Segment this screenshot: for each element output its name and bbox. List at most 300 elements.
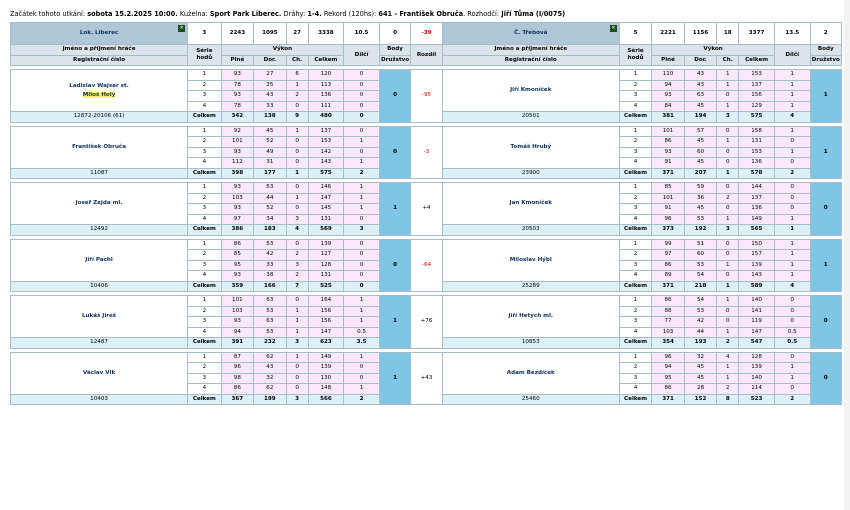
plne-cell: 93 (652, 91, 684, 102)
home-player-name-1: František Obruča (72, 143, 127, 150)
dor-cell: 45 (684, 137, 716, 148)
dor-cell: 53 (684, 214, 716, 225)
sum-celkem: 547 (739, 338, 775, 349)
plne-cell: 86 (652, 137, 684, 148)
ch-cell: 0 (286, 373, 308, 384)
home-player-name[interactable] (11, 183, 188, 225)
serie-number: 2 (619, 80, 651, 91)
col-dor-header: Dor. (684, 55, 716, 66)
sum-celkem: 566 (308, 394, 344, 405)
sum-ch: 1 (717, 168, 739, 179)
dilci-cell: 0.5 (774, 327, 810, 338)
home-reg-number: 12492 (11, 225, 188, 236)
ch-cell: 1 (286, 352, 308, 363)
celkem-cell: 136 (308, 91, 344, 102)
dilci-cell: 1 (344, 384, 380, 395)
plne-cell: 93 (221, 147, 253, 158)
dor-cell: 44 (684, 327, 716, 338)
col-dilci-header: Dílčí (344, 45, 380, 66)
sum-dor: 193 (684, 338, 716, 349)
dor-cell: 32 (684, 352, 716, 363)
col-ch-header: Ch. (717, 55, 739, 66)
ch-cell: 1 (717, 70, 739, 81)
table-row (11, 126, 842, 137)
dor-cell: 44 (254, 193, 286, 204)
celkem-label: Celkem (188, 112, 222, 123)
plne-cell: 98 (221, 373, 253, 384)
dilci-cell: 1 (774, 91, 810, 102)
plne-cell: 93 (221, 183, 253, 194)
dilci-cell: 0 (344, 101, 380, 112)
table-row (11, 70, 842, 81)
ch-cell: 1 (286, 193, 308, 204)
away-player-name[interactable] (442, 70, 619, 112)
dilci-cell: 1 (774, 373, 810, 384)
dilci-cell: 0 (344, 363, 380, 374)
dilci-cell: 0.5 (344, 327, 380, 338)
ch-cell: 1 (717, 373, 739, 384)
dilci-cell: 1 (344, 296, 380, 307)
away-player-name[interactable] (442, 296, 619, 338)
celkem-cell: 140 (739, 296, 775, 307)
dor-cell: 52 (254, 137, 286, 148)
plne-cell: 93 (221, 204, 253, 215)
dor-cell: 32 (254, 373, 286, 384)
ch-cell: 0 (717, 317, 739, 328)
away-reg-number: 20501 (442, 112, 619, 123)
dilci-cell: 0 (774, 306, 810, 317)
dilci-cell: 0 (344, 147, 380, 158)
dor-cell: 54 (684, 296, 716, 307)
celkem-label: Celkem (619, 225, 651, 236)
plne-cell: 101 (221, 137, 253, 148)
sum-plne: 359 (221, 281, 253, 292)
scrollbar[interactable] (844, 0, 850, 510)
celkem-cell: 145 (308, 204, 344, 215)
plne-cell: 112 (221, 158, 253, 169)
col-name-header: Jméno a příjmení hráče (442, 45, 619, 56)
celkem-cell: 150 (739, 239, 775, 250)
dilci-cell: 1 (774, 70, 810, 81)
away-match-points: 0 (810, 183, 841, 236)
serie-number: 1 (188, 352, 222, 363)
dor-cell: 49 (254, 147, 286, 158)
col-vykon-header: Výkon (221, 45, 344, 56)
ch-cell: 0 (286, 147, 308, 158)
plne-cell: 78 (221, 101, 253, 112)
serie-number: 2 (188, 137, 222, 148)
ch-cell: 1 (717, 214, 739, 225)
sum-dilci: 0 (344, 281, 380, 292)
home-reg-number: 12487 (11, 338, 188, 349)
plne-cell: 84 (652, 101, 684, 112)
away-player-name[interactable] (442, 352, 619, 394)
col-dilci-header: Dílčí (774, 45, 810, 66)
serie-number: 2 (188, 80, 222, 91)
sum-plne: 354 (652, 338, 684, 349)
away-reg-number: 25289 (442, 281, 619, 292)
ch-cell: 0 (286, 239, 308, 250)
sum-ch: 3 (717, 112, 739, 123)
plne-cell: 86 (652, 260, 684, 271)
away-player-name[interactable] (442, 239, 619, 281)
serie-number: 1 (619, 183, 651, 194)
dilci-cell: 0 (344, 70, 380, 81)
dor-cell: 43 (254, 363, 286, 374)
plne-cell: 91 (652, 158, 684, 169)
col-serie-header: Série hodů (188, 45, 222, 66)
ch-cell: 1 (286, 306, 308, 317)
celkem-cell: 143 (739, 271, 775, 282)
away-match-points: 0 (810, 296, 841, 349)
dor-cell: 42 (254, 250, 286, 261)
away-reg-number: 23900 (442, 168, 619, 179)
home-player-name-1: Václav Vlk (82, 369, 116, 376)
table-row (11, 352, 842, 363)
away-match-points: 1 (810, 126, 841, 179)
dilci-cell: 0 (774, 296, 810, 307)
away-player-name-1: Adam Bezdíček (506, 369, 555, 376)
table-row (11, 183, 842, 194)
dor-cell: 53 (254, 327, 286, 338)
away-dilci: 13.5 (774, 23, 810, 45)
sum-dilci: 4 (774, 112, 810, 123)
dilci-cell: 1 (774, 239, 810, 250)
serie-number: 3 (188, 91, 222, 102)
serie-number: 3 (188, 260, 222, 271)
serie-number: 4 (188, 101, 222, 112)
serie-number: 1 (619, 126, 651, 137)
sum-plne: 398 (221, 168, 253, 179)
serie-number: 1 (188, 183, 222, 194)
dor-cell: 53 (254, 183, 286, 194)
sum-dor: 194 (684, 112, 716, 123)
dilci-cell: 0 (344, 250, 380, 261)
sum-plne: 371 (652, 168, 684, 179)
serie-number: 2 (619, 306, 651, 317)
sum-celkem: 575 (739, 112, 775, 123)
ch-cell: 0 (286, 101, 308, 112)
celkem-cell: 139 (739, 260, 775, 271)
celkem-cell: 119 (739, 317, 775, 328)
serie-number: 4 (188, 327, 222, 338)
home-body: 0 (379, 23, 410, 45)
plne-cell: 86 (652, 384, 684, 395)
ch-cell: 1 (717, 296, 739, 307)
serie-number: 3 (619, 260, 651, 271)
celkem-cell: 147 (308, 193, 344, 204)
ch-cell: 0 (286, 384, 308, 395)
dilci-cell: 1 (774, 147, 810, 158)
sum-plne: 371 (652, 394, 684, 405)
celkem-label: Celkem (188, 394, 222, 405)
plne-cell: 89 (652, 271, 684, 282)
away-team-points: 5 (619, 23, 651, 45)
plne-cell: 86 (221, 239, 253, 250)
sum-celkem: 623 (308, 338, 344, 349)
ch-cell: 1 (717, 101, 739, 112)
sum-celkem: 575 (308, 168, 344, 179)
away-player-name[interactable] (442, 183, 619, 225)
dilci-cell: 0 (344, 373, 380, 384)
celkem-cell: 153 (308, 137, 344, 148)
col-body-header: Body (379, 45, 410, 56)
ch-cell: 6 (286, 70, 308, 81)
home-player-name-1: Ladislav Wajsar st. (69, 82, 129, 89)
dilci-cell: 1 (774, 250, 810, 261)
celkem-cell: 149 (308, 352, 344, 363)
home-player-name[interactable] (11, 70, 188, 112)
serie-number: 4 (188, 158, 222, 169)
dor-cell: 45 (254, 126, 286, 137)
ch-cell: 2 (286, 91, 308, 102)
plne-cell: 99 (652, 239, 684, 250)
plne-cell: 88 (652, 306, 684, 317)
celkem-cell: 131 (308, 214, 344, 225)
plne-cell: 93 (221, 271, 253, 282)
celkem-cell: 147 (739, 327, 775, 338)
celkem-cell: 157 (739, 250, 775, 261)
away-match-points: 0 (810, 352, 841, 405)
plne-cell: 95 (652, 373, 684, 384)
dor-cell: 31 (254, 158, 286, 169)
dor-cell: 59 (684, 183, 716, 194)
sum-dor: 152 (684, 394, 716, 405)
sum-dor: 138 (254, 112, 286, 123)
dilci-cell: 0 (344, 271, 380, 282)
ch-cell: 0 (286, 183, 308, 194)
celkem-cell: 137 (739, 80, 775, 91)
celkem-cell: 144 (739, 183, 775, 194)
plne-cell: 85 (221, 250, 253, 261)
celkem-cell: 129 (739, 101, 775, 112)
team-icon: ✕ (179, 25, 184, 31)
celkem-cell: 128 (739, 352, 775, 363)
match-diff: -64 (411, 239, 442, 292)
celkem-cell: 148 (308, 384, 344, 395)
celkem-cell: 127 (308, 250, 344, 261)
plne-cell: 78 (221, 80, 253, 91)
away-player-name[interactable] (442, 126, 619, 168)
plne-cell: 94 (652, 363, 684, 374)
celkem-cell: 137 (739, 193, 775, 204)
away-player-name-1: Miloslav Hýbl (509, 256, 552, 263)
home-total: 3338 (308, 23, 344, 45)
celkem-label: Celkem (188, 338, 222, 349)
sum-dor: 199 (254, 394, 286, 405)
dilci-cell: 1 (774, 126, 810, 137)
dor-cell: 34 (254, 214, 286, 225)
dilci-cell: 1 (344, 204, 380, 215)
sum-plne: 373 (652, 225, 684, 236)
sum-dilci: 0.5 (774, 338, 810, 349)
ch-cell: 0 (286, 363, 308, 374)
sum-celkem: 565 (739, 225, 775, 236)
home-player-name-1: Jiří Pachl (85, 256, 113, 263)
ch-cell: 0 (717, 91, 739, 102)
dor-cell: 27 (254, 70, 286, 81)
home-player-name[interactable] (11, 352, 188, 394)
col-celkem-header: Celkem (308, 55, 344, 66)
sum-plne: 342 (221, 112, 253, 123)
ch-cell: 1 (717, 327, 739, 338)
home-player-name[interactable] (11, 296, 188, 338)
dor-cell: 63 (254, 317, 286, 328)
col-vykon-header: Výkon (652, 45, 775, 56)
sum-dor: 192 (684, 225, 716, 236)
home-player-name[interactable] (11, 126, 188, 168)
table-row (11, 239, 842, 250)
ch-cell: 2 (717, 384, 739, 395)
celkem-label: Celkem (188, 225, 222, 236)
plne-cell: 101 (652, 126, 684, 137)
away-reg-number: 10853 (442, 338, 619, 349)
celkem-cell: 139 (739, 363, 775, 374)
plne-cell: 93 (221, 317, 253, 328)
serie-number: 4 (188, 271, 222, 282)
ch-cell: 0 (717, 250, 739, 261)
serie-number: 2 (619, 193, 651, 204)
ch-cell: 2 (286, 250, 308, 261)
serie-number: 3 (188, 373, 222, 384)
away-match-points: 1 (810, 239, 841, 292)
dor-cell: 62 (254, 352, 286, 363)
dilci-cell: 0 (344, 239, 380, 250)
dor-cell: 53 (254, 239, 286, 250)
plne-cell: 96 (652, 352, 684, 363)
away-team-name[interactable]: Č. Třebová ✕ (442, 23, 619, 45)
dilci-cell: 0 (774, 352, 810, 363)
dilci-cell: 0 (774, 317, 810, 328)
celkem-cell: 113 (308, 80, 344, 91)
dilci-cell: 1 (344, 137, 380, 148)
plne-cell: 103 (652, 327, 684, 338)
dor-cell: 57 (684, 126, 716, 137)
home-reg-number: 10406 (11, 281, 188, 292)
home-match-points: 0 (379, 126, 410, 179)
sum-ch: 3 (717, 225, 739, 236)
home-team-name[interactable]: Lok. Liberec ✕ (11, 23, 188, 45)
serie-number: 4 (619, 327, 651, 338)
ch-cell: 1 (286, 126, 308, 137)
ch-cell: 1 (286, 80, 308, 91)
ch-cell: 1 (717, 137, 739, 148)
col-celkem-header: Celkem (739, 55, 775, 66)
celkem-label: Celkem (188, 168, 222, 179)
col-druzstvo-header: Družstvo (379, 55, 410, 66)
serie-number: 3 (188, 147, 222, 158)
plne-cell: 87 (221, 352, 253, 363)
dilci-cell: 0 (344, 91, 380, 102)
ch-cell: 1 (286, 317, 308, 328)
celkem-cell: 136 (739, 204, 775, 215)
serie-number: 4 (619, 271, 651, 282)
home-dilci: 10.5 (344, 23, 380, 45)
total-diff: -39 (411, 23, 442, 45)
sum-ch: 7 (286, 281, 308, 292)
dilci-cell: 0 (344, 126, 380, 137)
ch-cell: 0 (286, 158, 308, 169)
plne-cell: 101 (652, 193, 684, 204)
sum-celkem: 523 (739, 394, 775, 405)
sum-ch: 1 (286, 168, 308, 179)
dilci-cell: 1 (344, 193, 380, 204)
home-reg-number: 12872-20106 (61) (11, 112, 188, 123)
col-name-header: Jméno a příjmení hráče (11, 45, 188, 56)
sum-dor: 166 (254, 281, 286, 292)
dor-cell: 43 (684, 80, 716, 91)
plne-cell: 93 (652, 147, 684, 158)
plne-cell: 92 (221, 126, 253, 137)
ch-cell: 2 (286, 271, 308, 282)
celkem-cell: 156 (308, 306, 344, 317)
plne-cell: 97 (221, 214, 253, 225)
col-body-header: Body (810, 45, 841, 56)
plne-cell: 110 (652, 70, 684, 81)
dor-cell: 43 (254, 91, 286, 102)
serie-number: 1 (619, 296, 651, 307)
serie-number: 2 (188, 193, 222, 204)
plne-cell: 97 (652, 250, 684, 261)
away-player-name-1: Jan Kmoníček (509, 200, 553, 206)
dilci-cell: 1 (774, 363, 810, 374)
sum-dilci: 2 (344, 168, 380, 179)
sum-celkem: 569 (308, 225, 344, 236)
dor-cell: 62 (254, 384, 286, 395)
dilci-cell: 1 (344, 306, 380, 317)
col-dor-header: Dor. (254, 55, 286, 66)
plne-cell: 96 (652, 214, 684, 225)
celkem-cell: 120 (308, 70, 344, 81)
col-reg-header: Registrační číslo (11, 55, 188, 66)
match-diff: -3 (411, 126, 442, 179)
home-player-name[interactable] (11, 239, 188, 281)
dilci-cell: 0 (344, 80, 380, 91)
plne-cell: 77 (652, 317, 684, 328)
serie-number: 2 (188, 363, 222, 374)
ch-cell: 3 (286, 260, 308, 271)
dilci-cell: 1 (774, 271, 810, 282)
dor-cell: 36 (684, 193, 716, 204)
serie-number: 1 (188, 70, 222, 81)
dor-cell: 42 (684, 317, 716, 328)
sum-dor: 177 (254, 168, 286, 179)
sum-dilci: 2 (774, 394, 810, 405)
dilci-cell: 1 (344, 158, 380, 169)
team-icon: ✕ (611, 25, 616, 31)
ch-cell: 0 (286, 137, 308, 148)
sum-dor: 218 (684, 281, 716, 292)
col-plne-header: Plné (652, 55, 684, 66)
ch-cell: 0 (717, 306, 739, 317)
away-body: 2 (810, 23, 841, 45)
match-diff: +43 (411, 352, 442, 405)
sum-celkem: 578 (739, 168, 775, 179)
away-reg-number: 20503 (442, 225, 619, 236)
celkem-cell: 140 (739, 373, 775, 384)
away-reg-number: 25460 (442, 394, 619, 405)
celkem-cell: 111 (308, 101, 344, 112)
sum-ch: 2 (717, 338, 739, 349)
ch-cell: 4 (717, 352, 739, 363)
home-reg-number: 10403 (11, 394, 188, 405)
dilci-cell: 1 (344, 352, 380, 363)
dor-cell: 60 (684, 250, 716, 261)
plne-cell: 94 (221, 327, 253, 338)
away-player-name-1: Tomáš Hrubý (510, 143, 552, 150)
match-table (10, 22, 842, 405)
serie-number: 3 (619, 147, 651, 158)
